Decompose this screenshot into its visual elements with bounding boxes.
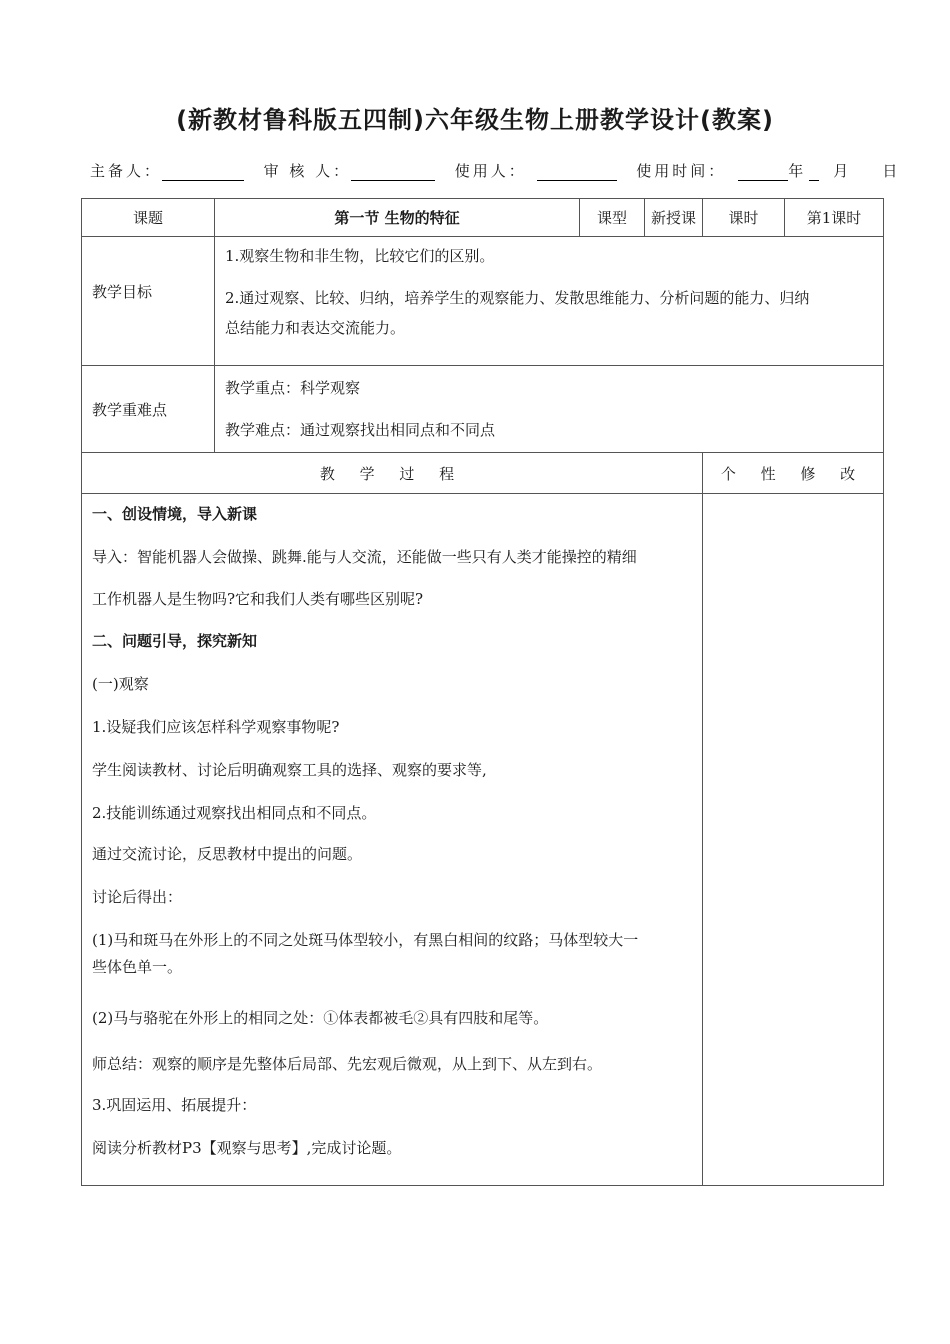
key-focus: 教学重点：科学观察 — [225, 379, 361, 397]
month-blank — [809, 164, 819, 181]
objectives-label: 教学目标 — [82, 237, 215, 366]
process-line: (一)观察 — [92, 675, 149, 693]
process-line: 3.巩固运用、拓展提升： — [92, 1096, 257, 1114]
objective-2b: 总结能力和表达交流能力。 — [225, 319, 406, 337]
type-value: 新授课 — [645, 199, 703, 237]
period-value: 第1课时 — [785, 199, 884, 237]
reviewer-blank — [351, 164, 435, 181]
process-line: 2.技能训练通过观察找出相同点和不同点。 — [92, 804, 377, 822]
period-label: 课时 — [703, 199, 785, 237]
year-label: 年 — [788, 162, 804, 180]
process-header-row — [82, 453, 884, 494]
year-blank — [738, 164, 788, 181]
reviewer-label: 审 核 人： — [263, 162, 352, 180]
meta-line — [90, 160, 898, 181]
objectives-row — [82, 237, 884, 366]
document-title: (新教材鲁科版五四制)六年级生物上册教学设计(教案) — [176, 106, 774, 134]
lesson-plan-table — [81, 198, 884, 1186]
topic-value: 第一节 生物的特征 — [215, 199, 580, 237]
key-difficulty: 教学难点：通过观察找出相同点和不同点 — [225, 421, 496, 439]
preparer-label: 主备人： — [90, 162, 163, 180]
user-blank — [537, 164, 617, 181]
key-points-label: 教学重难点 — [82, 366, 215, 453]
objectives-content — [215, 237, 884, 366]
process-line: 学生阅读教材、讨论后明确观察工具的选择、观察的要求等, — [92, 761, 487, 779]
process-line: (2)马与骆驼在外形上的相同之处：①体表都被毛②具有四肢和尾等。 — [92, 1009, 549, 1027]
process-line: 1.设疑我们应该怎样科学观察事物呢? — [92, 718, 340, 736]
date-label: 使用时间： — [636, 162, 727, 180]
process-line: 些体色单一。 — [92, 958, 183, 976]
process-line: 一、创设情境，导入新课 — [92, 505, 258, 523]
objective-2a: 2.通过观察、比较、归纳，培养学生的观察能力、发散思维能力、分析问题的能力、归纳 — [225, 289, 810, 307]
type-label: 课型 — [580, 199, 645, 237]
topic-label: 课题 — [82, 199, 215, 237]
topic-row — [82, 199, 884, 237]
day-label: 日 — [882, 162, 898, 180]
process-content — [82, 494, 703, 1186]
revision-content — [703, 494, 884, 1186]
process-line: 工作机器人是生物吗?它和我们人类有哪些区别呢? — [92, 590, 424, 608]
preparer-blank — [162, 164, 244, 181]
process-header: 教 学 过 程 — [82, 453, 703, 494]
process-line: (1)马和斑马在外形上的不同之处斑马体型较小，有黑白相间的纹路；马体型较大一 — [92, 931, 639, 949]
process-line: 阅读分析教材P3【观察与思考】,完成讨论题。 — [92, 1139, 402, 1157]
process-line: 讨论后得出： — [92, 888, 183, 906]
process-line: 导入：智能机器人会做操、跳舞.能与人交流，还能做一些只有人类才能操控的精细 — [92, 548, 637, 566]
user-label: 使用人： — [454, 162, 527, 180]
month-label: 月 — [833, 162, 849, 180]
objective-1: 1.观察生物和非生物，比较它们的区别。 — [225, 247, 495, 265]
process-line: 二、问题引导，探究新知 — [92, 632, 258, 650]
process-line: 通过交流讨论，反思教材中提出的问题。 — [92, 845, 363, 863]
key-points-row — [82, 366, 884, 453]
process-line: 师总结：观察的顺序是先整体后局部、先宏观后微观，从上到下、从左到右。 — [92, 1055, 603, 1073]
process-row — [82, 494, 884, 1186]
key-points-content — [215, 366, 884, 453]
revision-header: 个 性 修 改 — [703, 453, 884, 494]
